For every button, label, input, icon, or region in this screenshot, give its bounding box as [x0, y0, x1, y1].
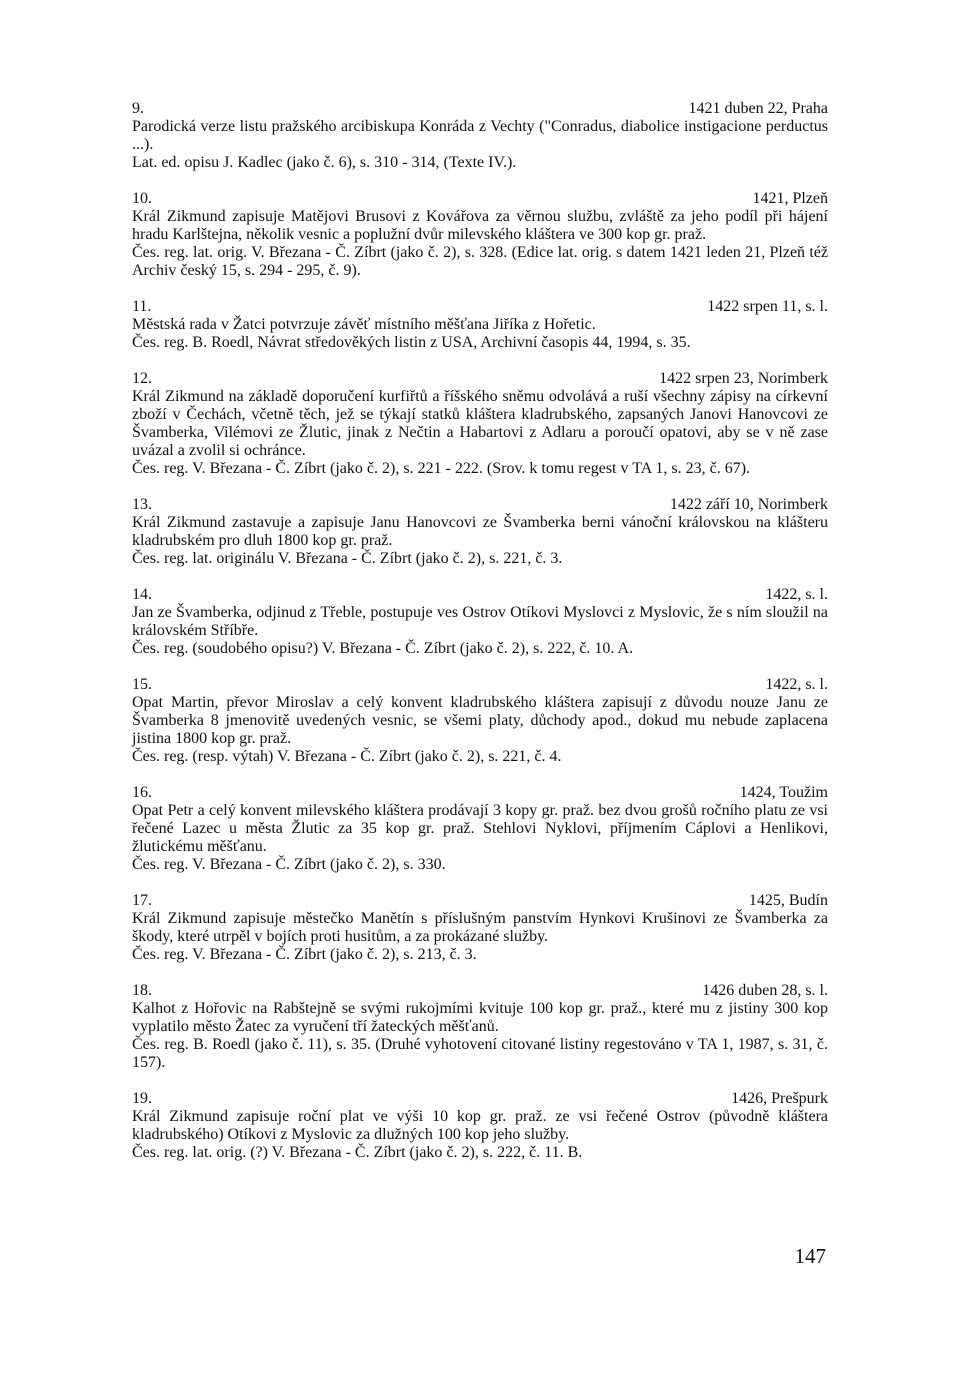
regest-entry-16 — [132, 784, 828, 874]
entry-number: 17. — [132, 892, 152, 909]
entry-source: Čes. reg. (soudobého opisu?) V. Březana - Č. Zíbrt (jako č. 2), s. 222, č. 10. A. — [132, 640, 634, 657]
entry-header — [132, 982, 828, 1000]
entry-text: Parodická verze listu pražského arcibiskupa Konráda z Vechty ("Conradus, diabolice instigacione perductus ...). — [132, 118, 828, 153]
regest-list — [132, 100, 828, 1180]
page-number: 147 — [794, 1244, 826, 1268]
entry-source: Čes. reg. lat. orig. (?) V. Březana - Č. Zíbrt (jako č. 2), s. 222, č. 11. B. — [132, 1144, 583, 1161]
regest-entry-17 — [132, 892, 828, 964]
entry-header — [132, 370, 828, 388]
entry-text: Král Zikmund zapisuje roční plat ve výši 10 kop gr. praž. ze vsi řečené Ostrov (původně kláštera kladrubského) Otíkovi z Myslovic za dlužných 100 kop jeho služby. — [132, 1108, 828, 1143]
entry-header — [132, 100, 828, 118]
entry-date: 1421, Plzeň — [752, 190, 828, 207]
entry-text: Opat Martin, převor Miroslav a celý konvent kladrubského kláštera zapisují z důvodu nouze Janu ze Švamberka 8 jmenovitě uvedených vesnic, se všemi platy, důchody apod., dokud mu nebude zaplacena jistina 1800 kop gr. praž. — [132, 694, 828, 747]
entry-number: 15. — [132, 676, 152, 693]
entry-number: 10. — [132, 190, 152, 207]
entry-source: Čes. reg. V. Březana - Č. Zíbrt (jako č. 2), s. 213, č. 3. — [132, 946, 477, 963]
entry-source: Čes. reg. lat. originálu V. Březana - Č. Zíbrt (jako č. 2), s. 221, č. 3. — [132, 550, 563, 567]
entry-date: 1422, s. l. — [765, 586, 828, 603]
entry-header — [132, 298, 828, 316]
entry-text: Král Zikmund zapisuje městečko Manětín s příslušným panstvím Hynkovi Krušinovi ze Švamberka za škody, které utrpěl v bojích proti husitům, a za prokázané služby. — [132, 910, 828, 945]
entry-number: 14. — [132, 586, 152, 603]
entry-number: 18. — [132, 982, 152, 999]
regest-entry-19 — [132, 1090, 828, 1162]
entry-source: Čes. reg. B. Roedl, Návrat středověkých listin z USA, Archivní časopis 44, 1994, s. 35. — [132, 334, 691, 351]
entry-date: 1422 srpen 11, s. l. — [707, 298, 828, 315]
entry-header — [132, 496, 828, 514]
regest-entry-13 — [132, 496, 828, 568]
entry-date: 1425, Budín — [748, 892, 828, 909]
entry-header — [132, 784, 828, 802]
regest-entry-10 — [132, 190, 828, 280]
entry-date: 1426 duben 28, s. l. — [702, 982, 828, 999]
entry-number: 13. — [132, 496, 152, 513]
entry-date: 1424, Toužim — [739, 784, 828, 801]
regest-entry-14 — [132, 586, 828, 658]
entry-text: Král Zikmund zastavuje a zapisuje Janu Hanovcovi ze Švamberka berni vánoční královskou na klášteru kladrubském pro dluh 1800 kop gr. praž. — [132, 514, 828, 549]
entry-text: Městská rada v Žatci potvrzuje závěť místního měšťana Jiříka z Hořetic. — [132, 316, 596, 333]
entry-header — [132, 190, 828, 208]
regest-entry-12 — [132, 370, 828, 478]
entry-text: Jan ze Švamberka, odjinud z Třeble, postupuje ves Ostrov Otíkovi Myslovci z Myslovic, že s ním sloužil na královském Stříbře. — [132, 604, 828, 639]
entry-number: 19. — [132, 1090, 152, 1107]
entry-date: 1422, s. l. — [765, 676, 828, 693]
entry-header — [132, 586, 828, 604]
entry-source: Čes. reg. (resp. výtah) V. Březana - Č. Zíbrt (jako č. 2), s. 221, č. 4. — [132, 748, 562, 765]
entry-date: 1422 srpen 23, Norimberk — [659, 370, 828, 387]
entry-text: Opat Petr a celý konvent milevského kláštera prodávají 3 kopy gr. praž. bez dvou grošů ročního platu ze vsi řečené Lazec u města Žlutic za 35 kop gr. praž. Stehlovi Nyklovi, příjmením Cáplovi a Henlikovi, žlutickému měšťanu. — [132, 802, 828, 855]
entry-date: 1422 září 10, Norimberk — [669, 496, 828, 513]
entry-source: Čes. reg. B. Roedl (jako č. 11), s. 35. (Druhé vyhotovení citované listiny regestováno v TA 1, 1987, s. 31, č. 157). — [132, 1036, 828, 1071]
regest-entry-9 — [132, 100, 828, 172]
entry-text: Král Zikmund zapisuje Matějovi Brusovi z Kovářova za věrnou službu, zvláště za jeho podíl při hájení hradu Karlštejna, několik vesnic a poplužní dvůr milevského kláštera ve 300 kop gr. praž. — [132, 208, 828, 243]
entry-source: Lat. ed. opisu J. Kadlec (jako č. 6), s. 310 - 314, (Texte IV.). — [132, 154, 517, 171]
entry-number: 9. — [132, 100, 144, 117]
entry-date: 1426, Prešpurk — [731, 1090, 828, 1107]
entry-header — [132, 892, 828, 910]
entry-source: Čes. reg. V. Březana - Č. Zíbrt (jako č. 2), s. 330. — [132, 856, 446, 873]
entry-header — [132, 676, 828, 694]
entry-source: Čes. reg. V. Březana - Č. Zíbrt (jako č. 2), s. 221 - 222. (Srov. k tomu regest v TA 1, s. 23, č. 67). — [132, 460, 751, 477]
entry-number: 12. — [132, 370, 152, 387]
regest-entry-11 — [132, 298, 828, 352]
entry-text: Kalhot z Hořovic na Rabštejně se svými rukojmími kvituje 100 kop gr. praž., které mu z jistiny 300 kop vyplatilo město Žatec za vyručení tří žateckých měšťanů. — [132, 1000, 828, 1035]
entry-date: 1421 duben 22, Praha — [688, 100, 828, 117]
regest-entry-18 — [132, 982, 828, 1072]
entry-text: Král Zikmund na základě doporučení kurfiřtů a říšského sněmu odvolává a ruší všechny zápisy na církevní zboží v Čechách, včetně těch, jež se týkají statků kláštera kladrubského, zapsaných Janovi Hanovcovi ze Švamberka, Vilémovi ze Žlutic, jinak z Nečtin a Habartovi z Adlaru a poroučí opatovi, aby se v ně zase uvázal a zvolil si ochránce. — [132, 388, 828, 459]
entry-number: 11. — [132, 298, 152, 315]
entry-source: Čes. reg. lat. orig. V. Březana - Č. Zíbrt (jako č. 2), s. 328. (Edice lat. orig. s datem 1421 leden 21, Plzeň též Archiv český 15, s. 294 - 295, č. 9). — [132, 244, 828, 279]
entry-number: 16. — [132, 784, 152, 801]
entry-header — [132, 1090, 828, 1108]
regest-entry-15 — [132, 676, 828, 766]
